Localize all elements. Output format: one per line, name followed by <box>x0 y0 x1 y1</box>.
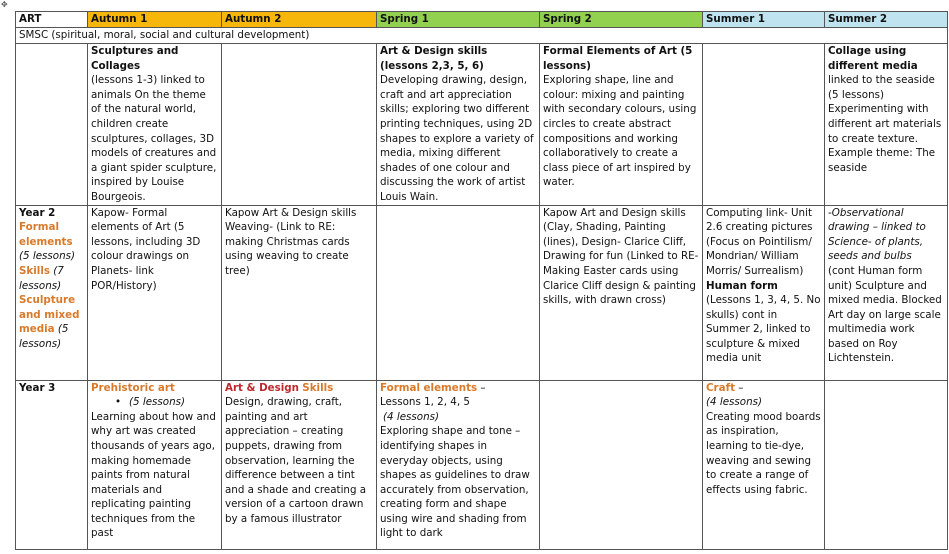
cell-italic: -Observational drawing – linked to Science- of plants, seeds and bulbs <box>828 206 926 263</box>
row3-autumn2-cell <box>222 380 377 549</box>
bullet-item: • (5 lessons) <box>91 395 218 410</box>
cell-body: Exploring shape and tone – identifying shapes in everyday objects, using shapes as guidelines to draw accurately from observation, creating form and shape using wire and shading from light to dark <box>380 425 530 540</box>
cell-body: Design, drawing, craft, painting and art appreciation – creating puppets, drawing from observation, learning the difference between a tint and a shade and creating a version of a cartoon drawn by a famous illustrator <box>225 396 367 525</box>
row1-autumn2-cell <box>222 44 377 206</box>
header-summer-1: Summer 1 <box>703 12 825 28</box>
cell-body: (cont Human form unit) Sculpture and mixed media. Blocked Art day on large scale multimedia work based on Roy Lichtenstein. <box>828 264 942 365</box>
sculpture-entry: Sculpture and mixed media (5 lessons) <box>19 294 80 350</box>
cell-body: Developing drawing, design, craft and art appreciation skills; exploring two different printing techniques, using 2D shapes to explore a variety of media, mixing different shades of one colour and discussing the work of artist Louis Wain. <box>380 74 534 203</box>
cell-title: Prehistoric art <box>91 381 175 394</box>
cell-title: Sculptures and Collages <box>91 45 179 72</box>
row2-year-cell <box>16 205 88 380</box>
cell-title: Collage using different media <box>828 45 918 72</box>
row2-autumn2-cell: Kapow Art & Design skills Weaving- (Link to RE: making Christmas cards using weaving to create tree) <box>222 205 377 380</box>
header-subject: ART <box>16 12 88 28</box>
cell-title: Formal elements – <box>380 381 486 394</box>
row3-autumn1-cell <box>88 380 222 549</box>
row1-summer2-cell <box>825 44 948 206</box>
table-row <box>16 44 948 206</box>
table-row <box>16 205 948 380</box>
cell-body: Creating mood boards as inspiration, learning to tie-dye, weaving and sewing to create a range of effects using fabric. <box>706 410 821 496</box>
header-summer-2: Summer 2 <box>825 12 948 28</box>
row3-summer1-cell <box>703 380 825 549</box>
header-spring-1: Spring 1 <box>377 12 540 28</box>
cell-title: Art & Design skills (lessons 2,3, 5, 6) <box>380 45 488 72</box>
cell-body: Exploring shape, line and colour: mixing and painting with secondary colours, using circles to create abstract compositions and working collaboratively to create a class piece of art inspired by water. <box>543 74 697 189</box>
cell-body: (lessons 1-3) linked to animals On the theme of the natural world, children create sculptures, collages, 3D models of creatures and a giant spider sculpture, inspired by Louise Bourgeois. <box>91 74 217 203</box>
cell-title: Craft – <box>706 381 744 394</box>
smsc-label: SMSC (spiritual, moral, social and cultural development) <box>16 28 948 44</box>
row2-spring2-cell: Kapow Art and Design skills (Clay, Shading, Painting (lines), Design- Clarice Cliff, Drawing for fun (Linked to RE- Making Easter cards using Clarice Cliff design & painting skills, with drawn cross) <box>540 205 703 380</box>
cell-body: linked to the seaside (5 lessons) Experimenting with different art materials to create texture. Example theme: The seaside <box>828 74 942 174</box>
table-row <box>16 380 948 549</box>
row1-spring2-cell <box>540 44 703 206</box>
row3-summer2-cell <box>825 380 948 549</box>
skills-entry: Skills (7 lessons) <box>19 264 64 292</box>
cell-title: Human form <box>706 279 778 292</box>
cell-body: (Lessons 1, 3, 4, 5. No skulls) cont in Summer 2, linked to sculpture & mixed media unit <box>706 294 821 365</box>
year-label: Year 3 <box>19 381 56 394</box>
header-autumn-1: Autumn 1 <box>88 12 222 28</box>
cell-lessons: Lessons 1, 2, 4, 5 <box>380 396 470 409</box>
formal-elements-entry: Formal elements (5 lessons) <box>19 221 75 263</box>
table-move-handle-icon[interactable]: ✥ <box>1 0 8 9</box>
row1-summer1-cell <box>703 44 825 206</box>
cell-title: Formal Elements of Art (5 lessons) <box>543 45 693 72</box>
row2-summer2-cell <box>825 205 948 380</box>
row2-autumn1-cell: Kapow- Formal elements of Art (5 lessons, including 3D colour drawings on Planets- link POR/History) <box>88 205 222 380</box>
header-row <box>16 12 948 28</box>
row2-summer1-cell <box>703 205 825 380</box>
row1-autumn1-cell <box>88 44 222 206</box>
smsc-row <box>16 28 948 44</box>
row2-spring1-cell <box>377 205 540 380</box>
header-spring-2: Spring 2 <box>540 12 703 28</box>
cell-body: Computing link- Unit 2.6 creating pictures (Focus on Pointilism/ Mondrian/ William Morris/ Surrealism) <box>706 206 813 277</box>
art-curriculum-table <box>15 11 948 550</box>
cell-title: Art & Design Skills <box>225 381 334 394</box>
year-label: Year 2 <box>19 206 56 219</box>
header-autumn-2: Autumn 2 <box>222 12 377 28</box>
cell-body: Learning about how and why art was created thousands of years ago, making homemade paints from natural materials and replicating painting techniques from the past <box>91 410 216 540</box>
row3-spring1-cell <box>377 380 540 549</box>
row1-year-cell <box>16 44 88 206</box>
cell-count: (4 lessons) <box>383 410 439 423</box>
row3-spring2-cell <box>540 380 703 549</box>
cell-count: (4 lessons) <box>706 396 762 409</box>
row1-spring1-cell <box>377 44 540 206</box>
row3-year-cell <box>16 380 88 549</box>
